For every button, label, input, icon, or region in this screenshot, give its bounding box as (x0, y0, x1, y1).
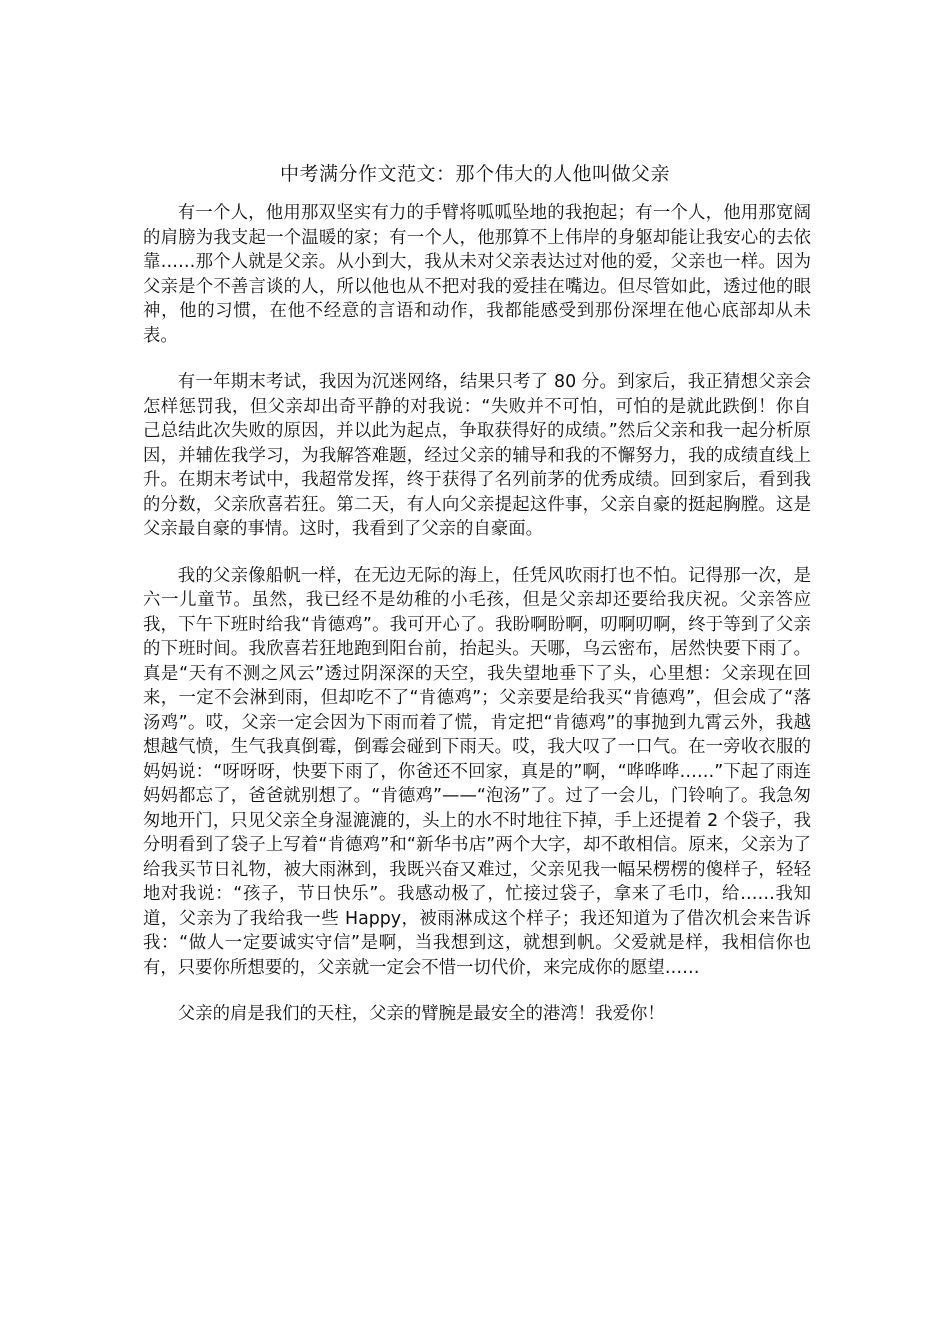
paragraph-3: 我的父亲像船帆一样，在无边无际的海上，任凭风吹雨打也不怕。记得那一次，是六一儿童节。虽然，我已经不是幼稚的小毛孩，但是父亲却还要给我庆祝。父亲答应我，下午下班时给我“肯德鸡”。我可开心了。我盼啊盼啊，叨啊叨啊，终于等到了父亲的下班时间。我欣喜若狂地跑到阳台前，抬起头。天哪，乌云密布，居然快要下雨了。真是“天有不测之风云”透过阴深深的天空，我失望地垂下了头，心里想：父亲现在回来，一定不会淋到雨，但却吃不了“肯德鸡”；父亲要是给我买“肯德鸡”，但会成了“落汤鸡”。哎，父亲一定会因为下雨而着了慌，肯定把“肯德鸡”的事抛到九霄云外，我越想越气愤，生气我真倒霉，倒霉会碰到下雨天。哎，我大叹了一口气。在一旁收衣服的妈妈说：“呀呀呀，快要下雨了，你爸还不回家，真是的”啊，“哗哗哗……”下起了雨连妈妈都忘了，爸爸就别想了。“肯德鸡”——“泡汤”了。过了一会儿，门铃响了。我急匆匆地开门，只见父亲全身湿漉漉的，头上的水不时地往下掉，手上还提着 2 个袋子，我分明看到了袋子上写着“肯德鸡”和“新华书店”两个大字，却不敢相信。原来，父亲为了给我买节日礼物，被大雨淋到，我既兴奋又难过，父亲见我一幅呆楞楞的傻样子，轻轻地对我说：“孩子，节日快乐”。我感动极了，忙接过袋子，拿来了毛巾，给……我知道，父亲为了我给我一些 Happy，被雨淋成这个样子；我还知道为了借次机会来告诉我：“做人一定要诚实守信”是啊，当我想到这，就想到帆。父爱就是样，我相信你也有，只要你所想要的，父亲就一定会不惜一切代价，来完成你的愿望…… (143, 565, 811, 978)
paragraph-4: 父亲的肩是我们的天柱，父亲的臂腕是最安全的港湾！我爱你！ (177, 1004, 665, 1024)
paragraph-1: 有一个人，他用那双坚实有力的手臂将呱呱坠地的我抱起；有一个人，他用那宽阔的肩膀为我支起一个温暖的家；有一个人，他那算不上伟岸的身躯却能让我安心的去依靠……那个人就是父亲。从小到大，我从未对父亲表达过对他的爱，父亲也一样。因为父亲是个不善言谈的人，所以他也从不把对我的爱挂在嘴边。但尽管如此，透过他的眼神，他的习惯，在他不经意的言语和动作，我都能感受到那份深埋在他心底部却从未表。 (143, 203, 811, 346)
essay-title: 中考满分作文范文：那个伟大的人他叫做父亲 (279, 163, 670, 185)
paragraph-2: 有一年期末考试，我因为沉迷网络，结果只考了 80 分。到家后，我正猜想父亲会怎样惩罚我，但父亲却出奇平静的对我说：“失败并不可怕，可怕的是就此跌倒！你自己总结此次失败的原因，并以此为起点，争取获得好的成绩。”然后父亲和我一起分析原因，并辅佐我学习，为我解答难题，经过父亲的辅导和我的不懈努力，我的成绩直线上升。在期末考试中，我超常发挥，终于获得了名列前茅的优秀成绩。回到家后，看到我的分数，父亲欣喜若狂。第二天，有人向父亲提起这件事，父亲自豪的挺起胸膛。这是父亲最自豪的事情。这时，我看到了父亲的自豪面。 (143, 372, 811, 539)
essay-body (143, 201, 811, 1049)
